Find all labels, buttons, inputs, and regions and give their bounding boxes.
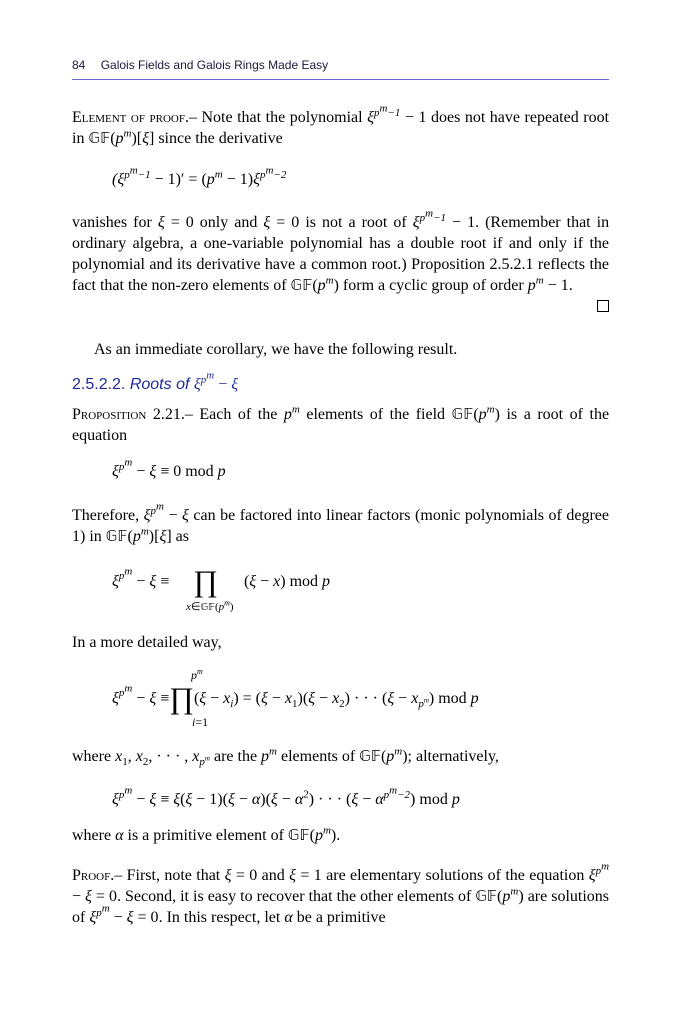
element-of-proof-text-3: since the derivative <box>158 130 283 147</box>
math-xi-zero: ξ = 0 <box>157 214 194 231</box>
running-header <box>72 58 609 72</box>
math-pm: $p^m$ <box>283 403 300 423</box>
math-gf-5: $𝔾𝔽(p^m)$ <box>475 885 524 905</box>
proposition-paragraph <box>72 404 609 446</box>
proof-text-7: be a primitive <box>296 909 386 926</box>
therefore-text-1: Therefore, <box>72 507 140 524</box>
math-xi-0: ξ = 0 <box>224 867 258 884</box>
derivative-equation: $(\xi^{p^m-1} - 1)' = (p^m - 1)\xi^{p^m-2}$ <box>112 164 287 188</box>
product-index: i=1 <box>192 715 209 729</box>
proof-text-2: and <box>261 867 285 884</box>
equation-alpha: $\xi^{p^m} - \xi \equiv \xi(\xi - 1)(\xi - \alpha)(\xi - \alpha^2)$ · · · $(\xi - \alpha^{p^m-2})$ mod p <box>112 784 460 808</box>
page-number: 84 <box>72 58 86 72</box>
qed-box <box>597 300 609 312</box>
element-of-proof-text: .– Note that the polynomial <box>184 109 363 126</box>
vanishes-text-4: . (Remember that in ordinary algebra, a one-variable polynomial has a double root if and only if the polynomial and its derivative have a common root.) Proposition 2.5.2.1 reflects the fact that the non-zero elements of <box>72 214 610 294</box>
where1-text-2: are the <box>213 748 258 765</box>
math-gf: $𝔾𝔽(p^m)$ <box>290 274 339 294</box>
therefore-text-2: can be factored into linear factors (monic polynomials of degree 1) in <box>72 507 610 545</box>
where2-text-2: is a primitive element of <box>127 827 284 844</box>
proposition-text-1: 2.21.– Each of the <box>152 406 278 423</box>
detailed-intro: In a more detailed way, <box>72 634 222 651</box>
math-xi-diff: $\xi^{p^m} - \xi$ <box>143 500 189 524</box>
proposition-text-3: is a root of the equation <box>72 406 610 444</box>
header-rule <box>72 79 609 80</box>
product-subscript: $x\in 𝔾𝔽(p^m)$ <box>186 598 234 613</box>
proof-label: Proof <box>72 867 111 884</box>
proof-text-1: .– First, note that <box>110 867 221 884</box>
vanishes-paragraph <box>72 207 610 296</box>
section-title-math: $\xi^{p^m} - \xi$ <box>193 369 239 393</box>
math-gf-2: $𝔾𝔽(p^m)$ <box>451 403 500 423</box>
math-xi-1: ξ = 1 <box>289 867 322 884</box>
equation-product: $\xi^{p^m} - \xi$ ≡ ∏ (ξ − x) mod p <box>112 565 331 598</box>
math-eq-zero-2: $\xi^{p^m} - \xi = 0$ <box>89 902 159 926</box>
math-gf-3: $𝔾𝔽(p^m)$ <box>359 745 408 765</box>
section-number: 2.5.2.2. <box>72 375 126 393</box>
section-heading <box>72 369 239 394</box>
where-paragraph-1 <box>72 746 609 767</box>
math-alpha-2: α <box>284 909 293 926</box>
where2-text-1: where <box>72 827 112 844</box>
math-poly-2: $\xi^{p^m-1} - 1$ <box>412 207 476 231</box>
math-eq-zero: $\xi^{p^m} - \xi = 0$ <box>72 860 610 905</box>
where1-text-1: where <box>72 748 112 765</box>
equation-product-detailed: $\xi^{p^m} - \xi$ ≡∏(ξ − $x_i) = (\xi - x_1)(\xi - x_2)$ · · · $(\xi - x_{p^m})$ mod p <box>112 682 479 715</box>
where-paragraph-2 <box>72 825 609 846</box>
proposition-label: Proposition <box>72 406 147 423</box>
therefore-paragraph <box>72 500 610 547</box>
vanishes-text-1: vanishes for <box>72 214 152 231</box>
corollary-intro: As an immediate corollary, we have the following result. <box>94 341 458 358</box>
math-alpha: α <box>115 827 124 844</box>
equation-congruence: $\xi^{p^m} - \xi \equiv 0$ mod p <box>112 456 226 480</box>
math-pm-2: $p^m$ <box>261 745 277 765</box>
proof-text-3: are elementary solutions of the equation <box>326 867 585 884</box>
math-gf-4: $𝔾𝔽(p^m)$. <box>287 824 341 844</box>
element-of-proof-paragraph <box>72 102 610 149</box>
proof-paragraph <box>72 860 610 928</box>
therefore-text-3: as <box>175 528 189 545</box>
proof-text-5: are solutions of <box>72 888 610 926</box>
math-gf-ring-2: $𝔾𝔽(p^m)[\xi]$ <box>105 525 172 545</box>
where1-text-4: ; alternatively, <box>407 748 499 765</box>
product-superscript: $p^m$ <box>191 667 203 682</box>
proof-text-4: . Second, it is easy to recover that the other elements of <box>116 888 472 905</box>
element-of-proof-label: Element of proof <box>72 109 185 126</box>
proposition-text-2: elements of the field <box>306 406 446 423</box>
where1-text-3: elements of <box>281 748 356 765</box>
math-xi-zero-2: ξ = 0 <box>263 214 300 231</box>
proof-text-6: . In this respect, let <box>158 909 281 926</box>
running-title: Galois Fields and Galois Rings Made Easy <box>100 58 329 72</box>
vanishes-text-5: form a cyclic group of order <box>342 277 524 294</box>
math-gf-ring: $𝔾𝔽(p^m)[\xi]$ <box>88 127 155 147</box>
vanishes-text-2: only and <box>199 214 258 231</box>
math-poly: $\xi^{p^m-1} - 1$ <box>367 102 427 126</box>
element-of-proof-text-2: does not have repeated root in <box>72 109 610 147</box>
math-x-list: $x_1$, $x_2$, · · · , $x_{p^m}$ <box>115 748 210 769</box>
section-title: Roots of <box>129 375 190 393</box>
math-order: $p^m - 1$. <box>527 274 573 294</box>
vanishes-text-3: is not a root of <box>305 214 407 231</box>
